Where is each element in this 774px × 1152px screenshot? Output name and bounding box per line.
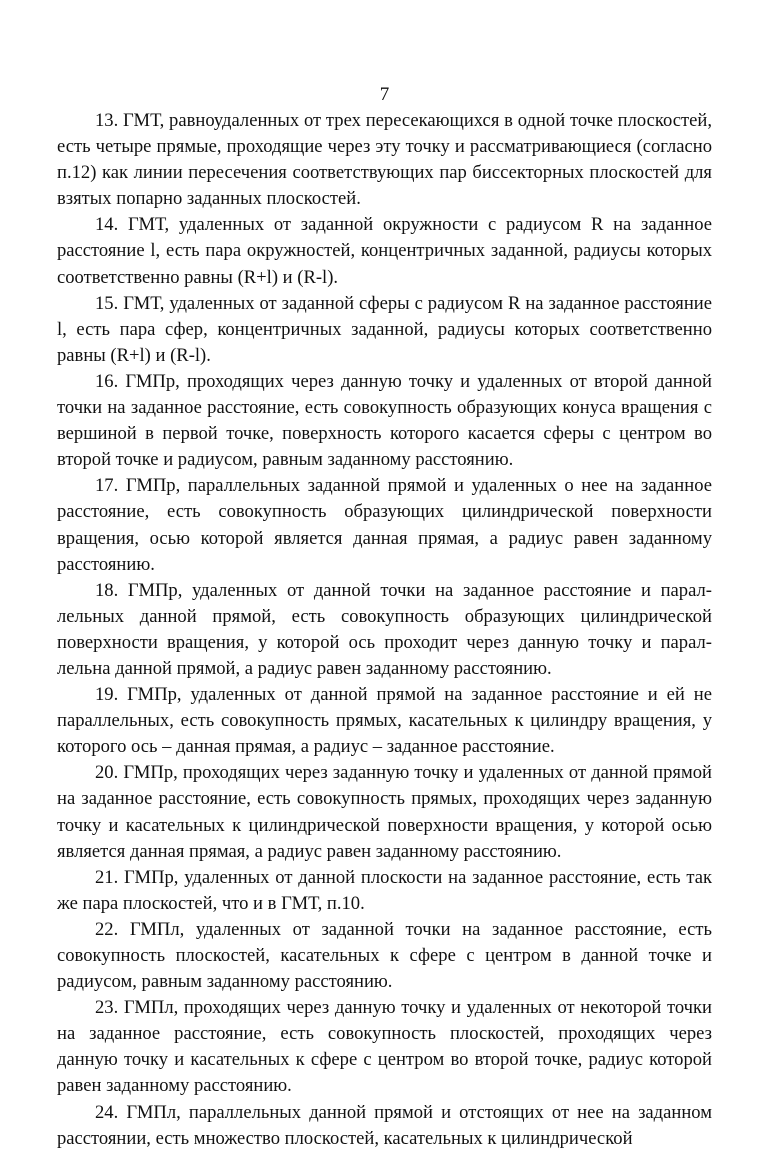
paragraph-23: 23. ГМПл, проходящих через данную точку и удаленных от некоторой точки на заданное расстояние, есть совокупность плоскостей, проходящих через данную точку и касательных к сфере с центром во второй точке, радиус которой равен заданному расстоянию.: [57, 997, 712, 1097]
paragraph-18: 18. ГМПр, удаленных от данной точки на заданное расстояние и параллельных данной прямой, есть совокупность образующих цилиндрической поверхности вращения, у которой ось проходит через данную точку и параллельна данной прямой, а радиус равен заданному расстоянию.: [57, 579, 712, 679]
document-page: [57, 84, 712, 1152]
paragraph-17: 17. ГМПр, параллельных заданной прямой и удаленных о нее на заданное расстояние, есть совокупность образующих цилиндрической поверхности вращения, осью которой является данная прямая, а радиус равен заданному расстоянию.: [57, 475, 712, 575]
paragraph-16: 16. ГМПр, проходящих через данную точку и удаленных от второй данной точки на заданное расстояние, есть совокупность образующих конуса вращения с вершиной в первой точке, поверхность которого касается сферы с центром во второй точке и радиусом, равным заданному расстоянию.: [57, 370, 712, 471]
paragraph-14: 14. ГМТ, удаленных от заданной окружности с радиусом R на заданное расстояние l, есть пара окружностей, концентричных заданной, радиусы которых соответственно равны (R+l) и (R-l).: [57, 214, 712, 288]
paragraph-24: 24. ГМПл, параллельных данной прямой и отстоящих от нее на заданном расстоянии, есть множество плоскостей, касательных к цилиндрической: [57, 1101, 712, 1149]
page-number: 7: [379, 84, 390, 105]
paragraph-15: 15. ГМТ, удаленных от заданной сферы с радиусом R на заданное расстояние l, есть пара сфер, концентричных заданной, радиусы которых соответственно равны (R+l) и (R-l).: [57, 292, 712, 366]
paragraph-22: 22. ГМПл, удаленных от заданной точки на заданное расстояние, есть совокупность плоскостей, касательных к сфере с центром в данной точке и радиусом, равным заданному расстоянию.: [57, 918, 712, 993]
paragraph-13: 13. ГМТ, равноудаленных от трех пересекающихся в одной точке плоскостей, есть четыре прямые, проходящие через эту точку и рассматривающиеся (согласно п.12) как линии пересечения соответствующих пар биссекторных плоскостей для взятых попарно заданных плоскостей.: [57, 110, 712, 210]
paragraph-19: 19. ГМПр, удаленных от данной прямой на заданное расстояние и ей не параллельных, есть совокупность прямых, касательных к цилиндру вращения, у которого ось – данная прямая, а радиус – заданное расстояние.: [57, 684, 712, 758]
paragraph-21: 21. ГМПр, удаленных от данной плоскости на заданное расстояние, есть так же пара плоскостей, что и в ГМТ, п.10.: [57, 866, 712, 914]
paragraph-20: 20. ГМПр, проходящих через заданную точку и удаленных от данной прямой на заданное расстояние, есть совокупность прямых, проходящих через заданную точку и касательных к цилиндрической поверхности вращения, у которой осью является данная прямая, а радиус равен заданному расстоянию.: [57, 762, 712, 862]
